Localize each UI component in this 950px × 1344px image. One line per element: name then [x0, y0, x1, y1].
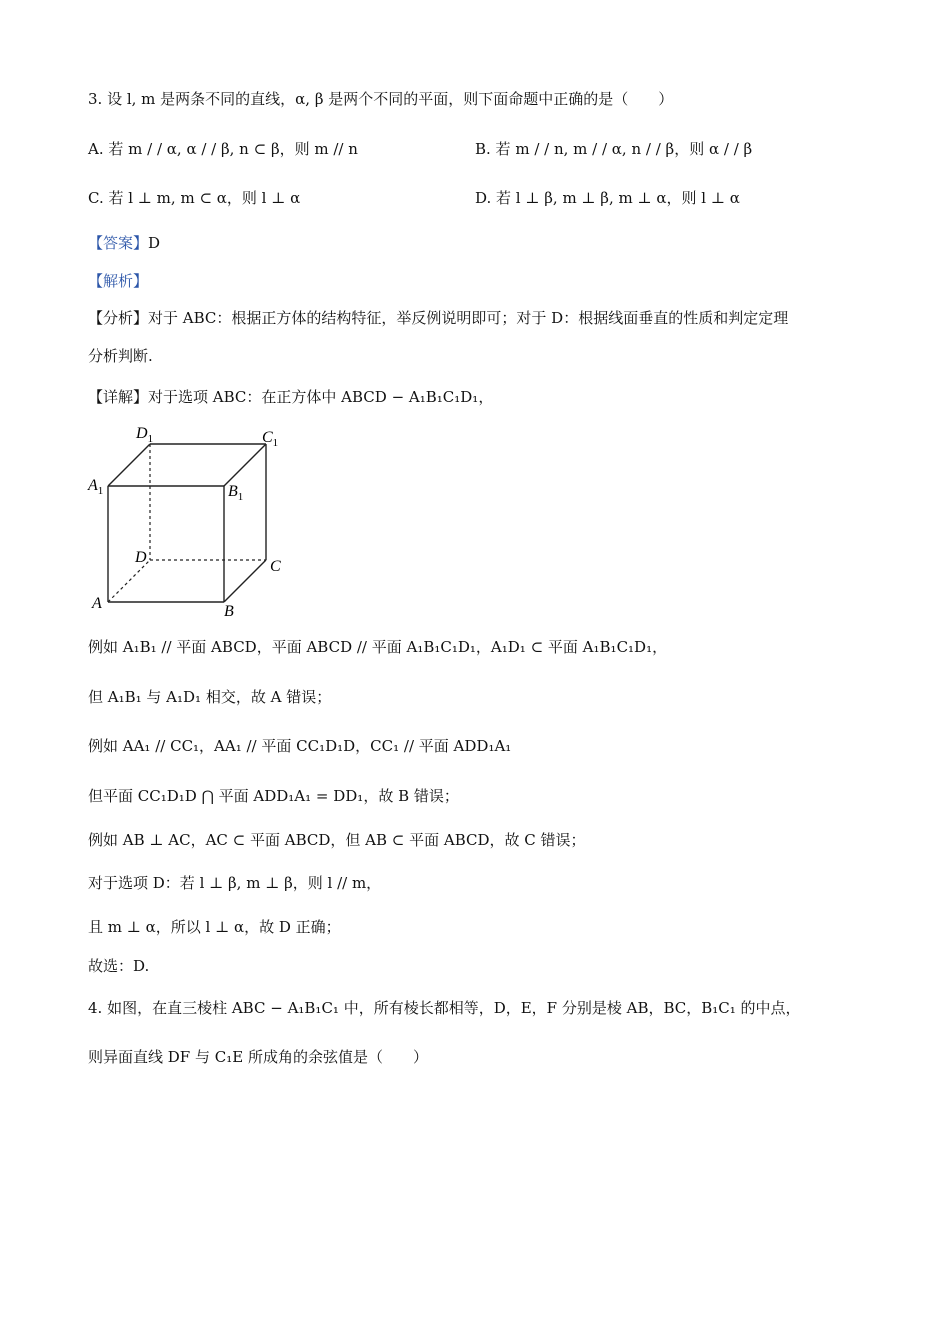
label-b: B	[224, 603, 234, 618]
label-a1: $A_1$	[88, 477, 104, 497]
edge-b1c1	[224, 444, 266, 486]
label-c: C	[270, 558, 281, 575]
detail-s2: 但 A₁B₁ 与 A₁D₁ 相交，故 A 错误；	[88, 688, 332, 706]
q4-stem-2: 则异面直线 DF 与 C₁E 所成角的余弦值是（ ）	[88, 1048, 428, 1066]
detail-s8: 故选：D.	[88, 957, 150, 975]
analysis-tag: 【解析】	[88, 272, 149, 290]
detail-s6: 对于选项 D：若 l ⊥ β, m ⊥ β，则 l // m，	[88, 874, 382, 892]
label-a: A	[92, 595, 102, 612]
label-d: D	[135, 549, 147, 566]
q3-option-d: D. 若 l ⊥ β, m ⊥ β, m ⊥ α，则 l ⊥ α	[475, 189, 740, 207]
q3-option-c: C. 若 l ⊥ m, m ⊂ α，则 l ⊥ α	[88, 189, 301, 207]
answer-value: D	[148, 234, 161, 252]
cube-diagram	[82, 418, 292, 618]
q3-stem: 3. 设 l, m 是两条不同的直线，α, β 是两个不同的平面，则下面命题中正确的是（ ）	[88, 90, 674, 108]
detail-s1: 例如 A₁B₁ // 平面 ABCD，平面 ABCD // 平面 A₁B₁C₁D₁，A₁D₁ ⊂ 平面 A₁B₁C₁D₁，	[88, 638, 668, 656]
detail-intro: 对于选项 ABC：在正方体中 ABCD − A₁B₁C₁D₁，	[148, 388, 494, 406]
detail-s5: 例如 AB ⊥ AC，AC ⊂ 平面 ABCD，但 AB ⊂ 平面 ABCD，故 C 错误；	[88, 831, 586, 849]
edge-ad	[108, 560, 150, 602]
label-c1: $C_1$	[262, 429, 279, 449]
fenxi-line-2: 分析判断.	[88, 347, 153, 365]
answer-tag: 【答案】	[88, 234, 149, 252]
detail-tag: 【详解】	[88, 388, 149, 406]
fenxi-tag: 【分析】	[88, 309, 149, 327]
answer-line	[88, 232, 160, 253]
q3-option-b: B. 若 m / / n, m / / α, n / / β，则 α / / β	[475, 140, 753, 158]
edge-a1d1	[108, 444, 150, 486]
detail-line	[88, 386, 493, 407]
label-b1: $B_1$	[228, 483, 244, 503]
edge-bc	[224, 560, 266, 602]
q4-stem-1: 4. 如图，在直三棱柱 ABC − A₁B₁C₁ 中，所有棱长都相等，D，E，F 分别是棱 AB，BC，B₁C₁ 的中点，	[88, 999, 801, 1017]
analysis-heading	[88, 270, 148, 291]
detail-s3: 例如 AA₁ // CC₁，AA₁ // 平面 CC₁D₁D，CC₁ // 平面 ADD₁A₁	[88, 737, 512, 755]
detail-s4: 但平面 CC₁D₁D ⋂ 平面 ADD₁A₁ = DD₁，故 B 错误；	[88, 787, 459, 805]
fenxi-text-1: 对于 ABC：根据正方体的结构特征，举反例说明即可；对于 D：根据线面垂直的性质和判定定理	[148, 309, 789, 327]
label-d1: $D_1$	[136, 425, 154, 445]
detail-s7: 且 m ⊥ α，所以 l ⊥ α，故 D 正确；	[88, 918, 341, 936]
q3-option-a: A. 若 m / / α, α / / β, n ⊂ β，则 m // n	[88, 140, 358, 158]
fenxi-line-1	[88, 307, 788, 328]
